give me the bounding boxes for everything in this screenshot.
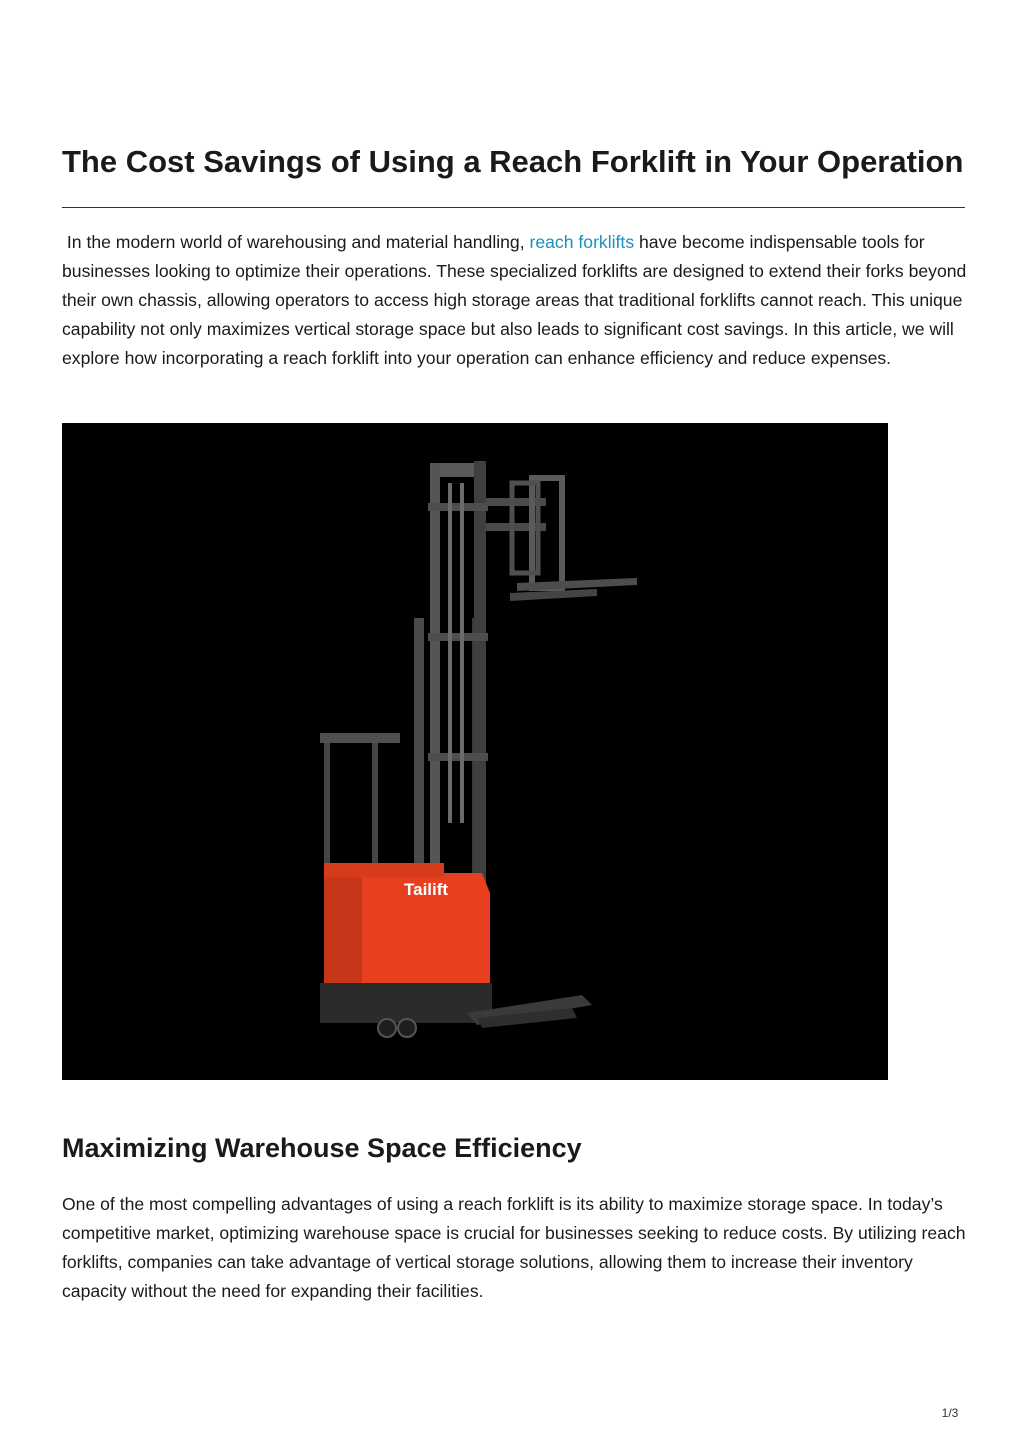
intro-text-after-link: have become indispensable tools for businesses looking to optimize their operations. These specialized forklifts are designed to extend their forks beyond their own chassis, allowing operators to access high storage areas that traditional forklifts cannot reach. This unique capability not only maximizes vertical storage space but also leads to significant cost savings. In this article, we will explore how incorporating a reach forklift into your operation can enhance efficiency and reduce expenses. xyxy=(62,232,967,368)
page-number: 1/3 xyxy=(941,1406,959,1420)
section-paragraph: One of the most compelling advantages of using a reach forklift is its ability to maximize storage space. In today’s competitive market, optimizing warehouse space is crucial for businesses seeking to reduce costs. By utilizing reach forklifts, companies can take advantage of vertical storage solutions, allowing them to increase their inventory capacity without the need for expanding their facilities. xyxy=(62,1194,966,1301)
section-heading: Maximizing Warehouse Space Efficiency xyxy=(62,1133,582,1163)
forklift-brand-logo: Tailift xyxy=(404,880,449,899)
forklift-illustration xyxy=(62,423,888,1080)
article-title: The Cost Savings of Using a Reach Forklift in Your Operation xyxy=(62,144,964,179)
intro-text-before-link: In the modern world of warehousing and material handling, xyxy=(62,232,530,252)
title-divider xyxy=(62,207,965,208)
reach-forklift-image xyxy=(62,423,888,1080)
intro-paragraph xyxy=(62,228,967,373)
reach-forklifts-link[interactable]: reach forklifts xyxy=(529,232,635,252)
